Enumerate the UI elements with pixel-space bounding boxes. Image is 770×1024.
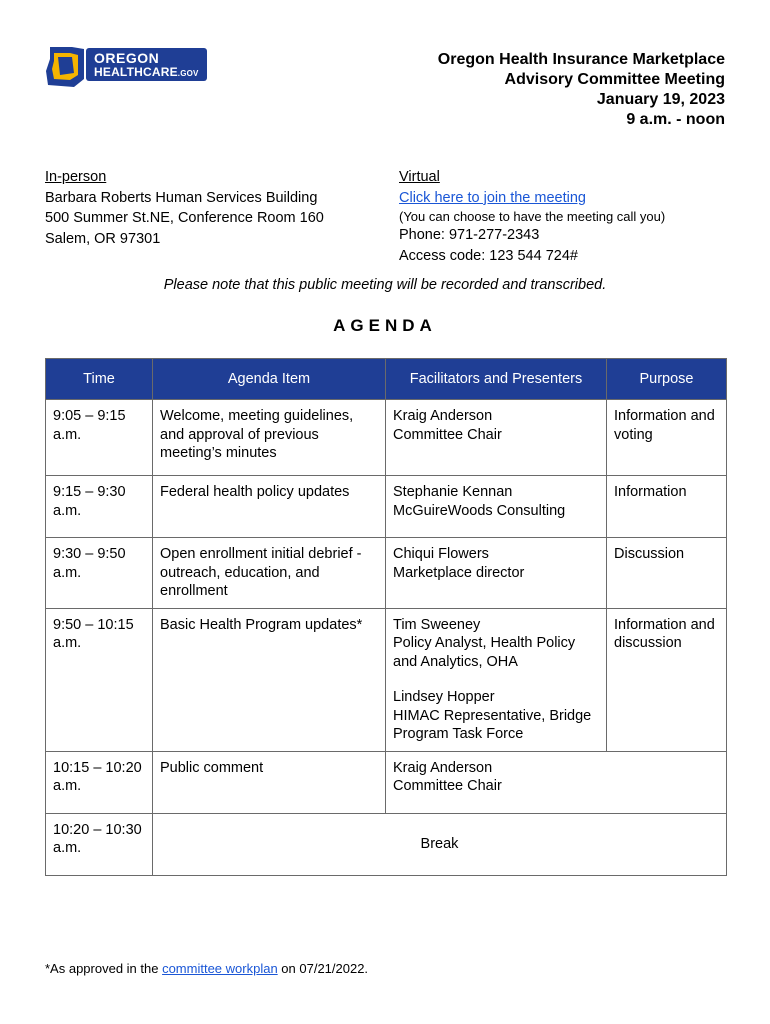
logo-line1: OREGON xyxy=(94,50,160,66)
presenter-role: McGuireWoods Consulting xyxy=(393,502,566,519)
break-cell: Break xyxy=(153,813,727,875)
row-time: 9:30 – 9:50 a.m. xyxy=(46,538,153,609)
table-row xyxy=(46,400,727,476)
table-row xyxy=(46,476,727,538)
row-facilitators xyxy=(386,400,607,476)
phone-number: Phone: 971-277-2343 xyxy=(399,227,540,243)
row-purpose: Information xyxy=(607,476,727,538)
presenter-role: Marketplace director xyxy=(393,564,525,581)
inperson-heading: In-person xyxy=(45,169,107,185)
header-facilitators: Facilitators and Presenters xyxy=(386,359,607,400)
presenter-role: Policy Analyst, Health Policy and Analytics, OHA xyxy=(393,635,576,670)
row-purpose: Discussion xyxy=(607,538,727,609)
meeting-subtitle: Advisory Committee Meeting xyxy=(504,71,725,88)
street-address: 500 Summer St.NE, Conference Room 160 xyxy=(45,210,324,226)
recording-notice: Please note that this public meeting will be recorded and transcribed. xyxy=(163,277,607,293)
committee-workplan-link[interactable]: committee workplan xyxy=(162,961,278,976)
row-facilitators xyxy=(386,476,607,538)
row-facilitators xyxy=(386,538,607,609)
row-time: 9:15 – 9:30 a.m. xyxy=(46,476,153,538)
header-purpose: Purpose xyxy=(607,359,727,400)
row-purpose: Information and discussion xyxy=(607,608,727,751)
row-time: 9:50 – 10:15 a.m. xyxy=(46,608,153,751)
presenter-name: Chiqui Flowers xyxy=(393,546,489,562)
logo-line2: HEALTHCARE.GOV xyxy=(94,65,199,79)
row-facilitators xyxy=(386,608,607,751)
inperson-location xyxy=(45,167,324,249)
table-row xyxy=(46,608,727,751)
row-time: 10:15 – 10:20 a.m. xyxy=(46,751,153,813)
presenter-role: Committee Chair xyxy=(393,426,502,443)
table-row xyxy=(46,538,727,609)
table-row xyxy=(46,813,727,875)
oregon-healthcare-logo xyxy=(44,45,208,89)
virtual-heading: Virtual xyxy=(399,169,440,185)
presenter-name: Stephanie Kennan xyxy=(393,484,513,500)
row-item: Public comment xyxy=(153,751,386,813)
call-note: (You can choose to have the meeting call you) xyxy=(399,209,666,224)
footnote xyxy=(45,961,368,976)
access-code: Access code: 123 544 724# xyxy=(399,247,578,264)
header-time: Time xyxy=(46,359,153,400)
row-time: 9:05 – 9:15 a.m. xyxy=(46,400,153,476)
row-item: Basic Health Program updates* xyxy=(153,608,386,751)
agenda-title: AGENDA xyxy=(333,316,437,335)
row-item: Open enrollment initial debrief - outreach, education, and enrollment xyxy=(153,538,386,609)
row-time: 10:20 – 10:30 a.m. xyxy=(46,813,153,875)
row-facilitators xyxy=(386,751,727,813)
presenter-name: Tim Sweeney xyxy=(393,616,481,633)
city-address: Salem, OR 97301 xyxy=(45,230,161,247)
row-item: Federal health policy updates xyxy=(153,476,386,538)
presenter-name: Kraig Anderson xyxy=(393,408,493,424)
footnote-prefix: *As approved in the xyxy=(45,961,163,976)
table-row xyxy=(46,751,727,813)
presenter-name: Kraig Anderson xyxy=(393,759,493,776)
footnote-suffix: on 07/21/2022. xyxy=(277,961,369,976)
presenter-name: Lindsey Hopper xyxy=(393,689,495,705)
meeting-date: January 19, 2023 xyxy=(596,91,725,108)
building-name: Barbara Roberts Human Services Building xyxy=(45,189,318,206)
header-agenda-item: Agenda Item xyxy=(153,359,386,400)
presenter-role: HIMAC Representative, Bridge Program Task Force xyxy=(393,707,592,742)
table-header-row xyxy=(46,359,727,400)
virtual-location xyxy=(399,167,665,266)
meeting-title: Oregon Health Insurance Marketplace xyxy=(437,51,725,68)
meeting-header xyxy=(438,50,725,130)
row-item: Welcome, meeting guidelines, and approval of previous meeting’s minutes xyxy=(153,400,386,476)
meeting-time: 9 a.m. - noon xyxy=(626,111,725,128)
presenter-role: Committee Chair xyxy=(393,778,502,794)
agenda-table xyxy=(45,358,727,876)
row-purpose: Information and voting xyxy=(607,400,727,476)
join-meeting-link[interactable]: Click here to join the meeting xyxy=(399,189,586,206)
